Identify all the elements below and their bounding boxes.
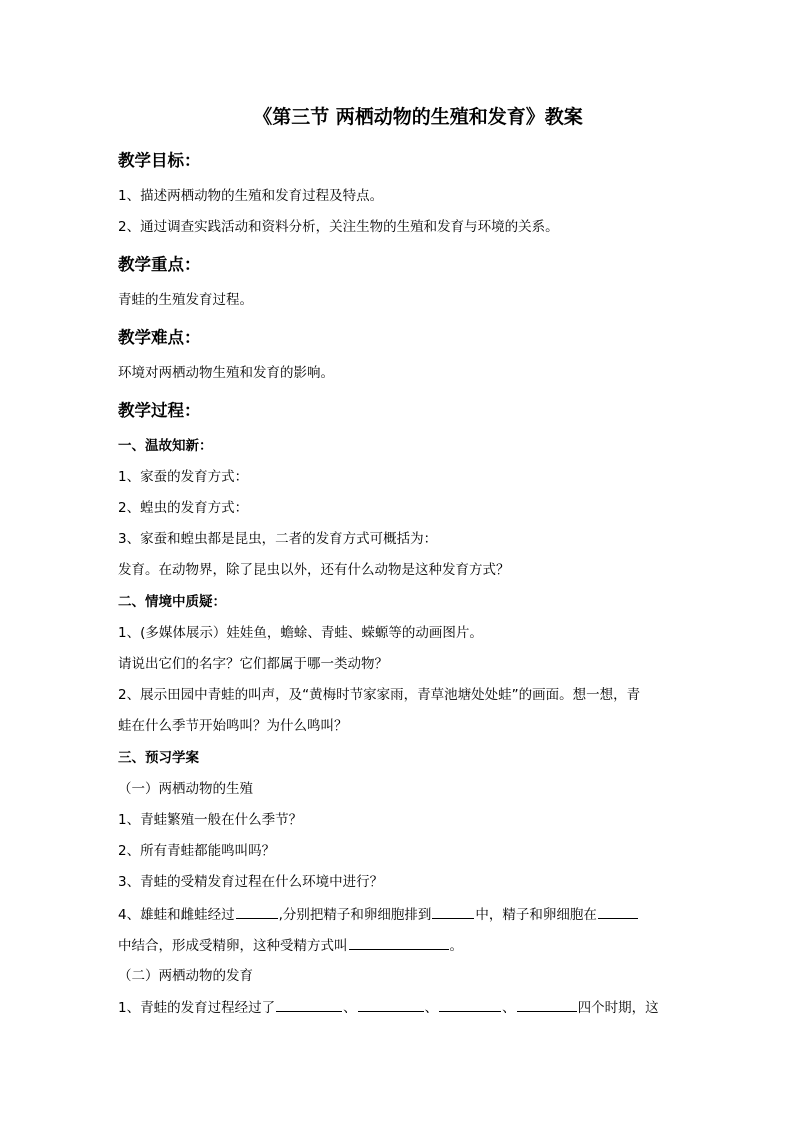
fill-blank[interactable] [517, 997, 577, 1012]
process-heading-review: 一、温故知新： [118, 438, 213, 454]
fill-blank[interactable] [349, 935, 449, 950]
situation-item-2-line-1: 2、展示田园中青蛙的叫声，及“黄梅时节家家雨，青草池塘处处蛙”的画面。想一想，青 [118, 687, 641, 703]
review-item-1: 1、家蚕的发育方式： [118, 469, 249, 485]
preview-question-1: 1、青蛙繁殖一般在什么季节？ [118, 812, 303, 828]
fill-blank[interactable] [432, 904, 474, 919]
situation-item-1: 1、(多媒体展示）娃娃鱼，蟾蜍、青蛙、蝾螈等的动画图片。 [118, 625, 483, 641]
review-item-3: 3、家蚕和蝗虫都是昆虫，二者的发育方式可概括为： [118, 531, 438, 547]
q4-text-c: 中，精子和卵细胞在 [475, 907, 597, 923]
section-heading-objectives: 教学目标： [118, 151, 201, 170]
process-heading-preview: 三、预习学案 [118, 750, 199, 766]
section-heading-key-points: 教学重点： [118, 255, 201, 274]
d1-sep: 、 [502, 1000, 516, 1016]
development-question-1 [118, 997, 659, 1018]
preview-question-3: 3、青蛙的受精发育过程在什么环境中进行？ [118, 874, 384, 890]
preview-subheading-development: （二）两栖动物的发育 [118, 968, 253, 984]
preview-question-4-line-2 [118, 935, 463, 956]
d1-text-end: 四个时期，这 [577, 1000, 659, 1016]
fill-blank[interactable] [236, 904, 278, 919]
situation-question-1: 请说出它们的名字？它们都属于哪一类动物？ [118, 656, 388, 672]
section-heading-difficulties: 教学难点： [118, 328, 201, 347]
fill-blank[interactable] [276, 997, 342, 1012]
q4-text-b: ,分别把精子和卵细胞排到 [278, 907, 432, 923]
preview-question-4-line-1 [118, 904, 639, 925]
objective-item-2: 2、通过调查实践活动和资料分析，关注生物的生殖和发育与环境的关系。 [118, 219, 559, 235]
key-point-text: 青蛙的生殖发育过程。 [118, 292, 253, 308]
q4-text-e: 。 [449, 938, 463, 954]
fill-blank[interactable] [439, 997, 501, 1012]
d1-text-a: 1、青蛙的发育过程经过了 [118, 1000, 276, 1016]
situation-item-2-line-2: 蛙在什么季节开始鸣叫？为什么鸣叫？ [118, 718, 348, 734]
difficulty-text: 环境对两栖动物生殖和发育的影响。 [118, 365, 334, 381]
objective-item-1: 1、描述两栖动物的生殖和发育过程及特点。 [118, 188, 384, 204]
d1-sep: 、 [343, 1000, 357, 1016]
section-heading-process: 教学过程： [118, 401, 201, 420]
q4-text-d: 中结合，形成受精卵，这种受精方式叫 [118, 938, 348, 954]
document-title: 《第三节 两栖动物的生殖和发育》教案 [253, 106, 583, 128]
q4-text-a: 4、雄蛙和雌蛙经过 [118, 907, 235, 923]
process-heading-situation: 二、情境中质疑： [118, 594, 226, 610]
preview-question-2: 2、所有青蛙都能鸣叫吗？ [118, 843, 276, 859]
fill-blank[interactable] [358, 997, 424, 1012]
d1-sep: 、 [424, 1000, 439, 1016]
review-item-2: 2、蝗虫的发育方式： [118, 500, 249, 516]
fill-blank[interactable] [598, 904, 638, 919]
preview-subheading-reproduction: （一）两栖动物的生殖 [118, 781, 253, 797]
review-text: 发育。在动物界，除了昆虫以外，还有什么动物是这种发育方式？ [118, 562, 510, 578]
